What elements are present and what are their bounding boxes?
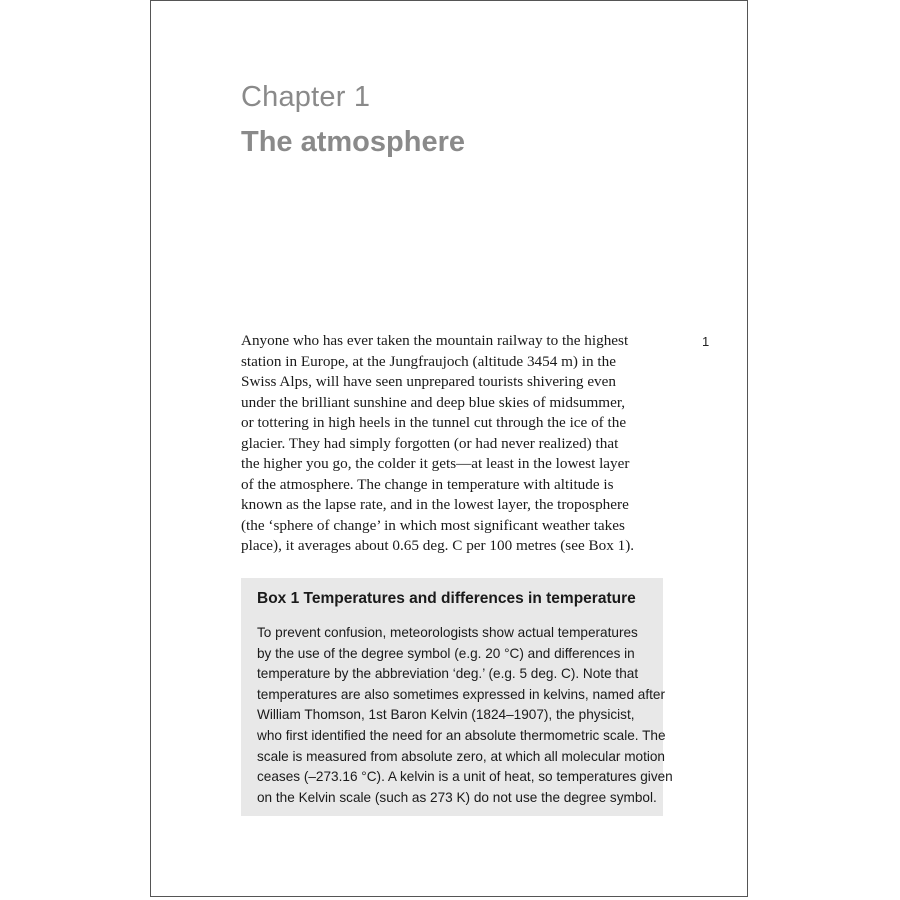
box-text [257,623,673,808]
body-line: or tottering in high heels in the tunnel cut through the ice of the [241,414,627,431]
box-line: by the use of the degree symbol (e.g. 20 °C) and differences in [257,645,635,661]
body-line: station in Europe, at the Jungfraujoch (altitude 3454 m) in the [241,352,616,370]
body-line: glacier. They had simply forgotten (or had never realized) that [241,434,619,452]
sidebar-box [241,578,673,816]
box-title: Box 1 Temperatures and differences in temperature [257,590,636,607]
body-line: under the brilliant sunshine and deep blue skies of midsummer, [241,393,626,411]
body-line: known as the lapse rate, and in the lowest layer, the troposphere [241,496,629,513]
body-line: Swiss Alps, will have seen unprepared tourists shivering even [241,373,616,390]
box-line: William Thomson, 1st Baron Kelvin (1824–1907), the physicist, [257,707,635,723]
box-line: temperatures are also sometimes expressed in kelvins, named after [257,686,665,702]
box-line: To prevent confusion, meteorologists show actual temperatures [257,625,638,640]
box-line: who first identified the need for an absolute thermometric scale. The [257,727,666,743]
page-number: 1 [702,334,710,349]
box-line: ceases (–273.16 °C). A kelvin is a unit of heat, so temperatures given [257,769,673,785]
body-line: the higher you go, the colder it gets—at least in the lowest layer [241,455,630,472]
box-line: temperature by the abbreviation ‘deg.’ (e.g. 5 deg. C). Note that [257,666,639,682]
body-line: Anyone who has ever taken the mountain railway to the highest [241,332,629,349]
box-line: scale is measured from absolute zero, at which all molecular motion [257,748,665,764]
body-line: (the ‘sphere of change’ in which most significant weather takes [241,516,625,534]
body-line: place), it averages about 0.65 deg. C per 100 metres (see Box 1). [241,537,635,554]
chapter-number: Chapter 1 [241,81,371,113]
body-line: of the atmosphere. The change in temperature with altitude is [241,475,614,493]
box-line: on the Kelvin scale (such as 273 K) do not use the degree symbol. [257,789,657,805]
chapter-title: The atmosphere [241,126,465,158]
body-paragraph [241,331,681,557]
